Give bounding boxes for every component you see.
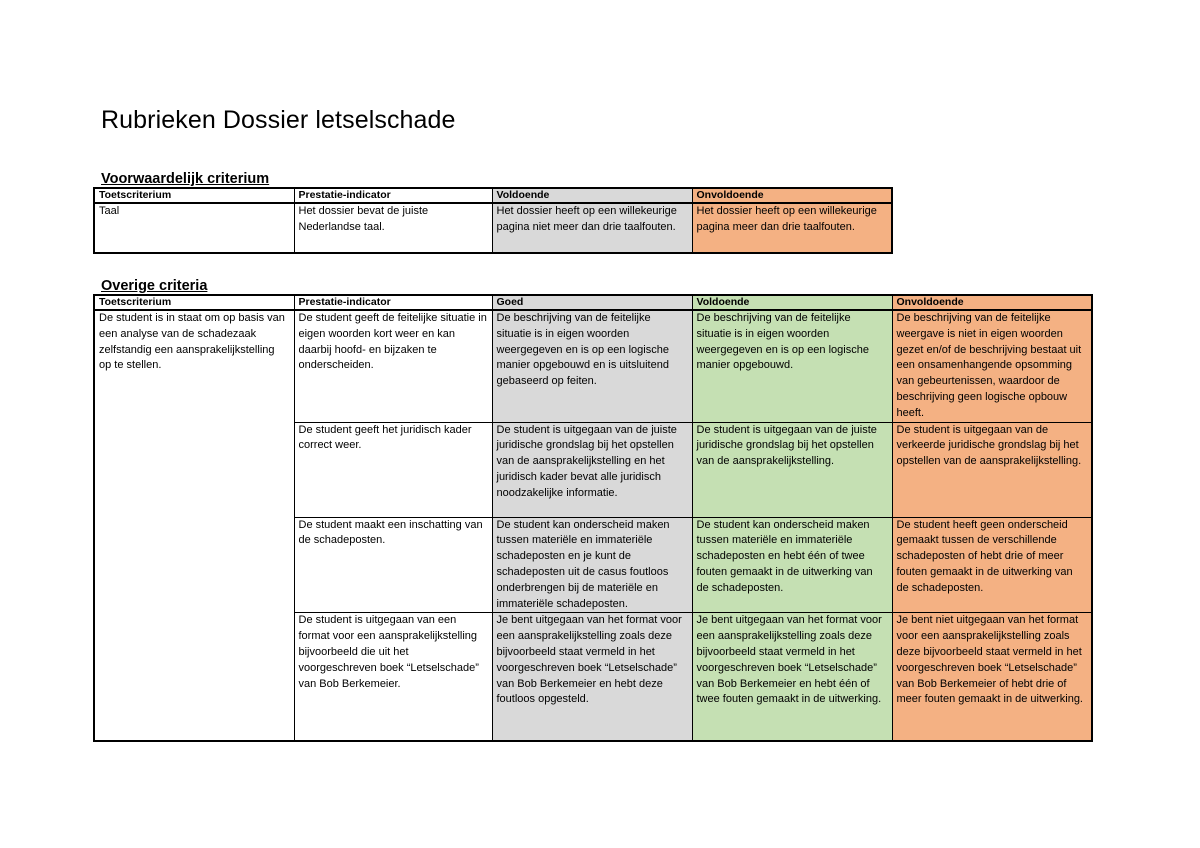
cell-goed: Je bent uitgegaan van het format voor een aansprakelijkstelling zoals deze bijvoorbeeld staat vermeld in het voorgeschreven boek “Letselschade” van Bob Berkemeier en hebt deze foutloos opgesteld. — [492, 613, 692, 741]
table-header-row — [94, 188, 892, 203]
cell-voldoende: Het dossier heeft op een willekeurige pagina niet meer dan drie taalfouten. — [492, 203, 692, 253]
header-prestatie-indicator: Prestatie-indicator — [294, 295, 492, 310]
cell-onvoldoende: Je bent niet uitgegaan van het format voor een aansprakelijkstelling zoals deze bijvoorbeeld staat vermeld in het voorgeschreven boek “Letselschade” van Bob Berkemeier of hebt drie of meer fouten gemaakt in de uitwerking. — [892, 613, 1092, 741]
section-title-overige: Overige criteria — [101, 278, 208, 294]
header-onvoldoende: Onvoldoende — [892, 295, 1092, 310]
cell-onvoldoende: De beschrijving van de feitelijke weergave is niet in eigen woorden gezet en/of de beschrijving bestaat uit een onsamenhangende opsomming van gebeurtenissen, waardoor de beschrijving geen logische opbouw heeft. — [892, 310, 1092, 422]
cell-voldoende: Je bent uitgegaan van het format voor een aansprakelijkstelling zoals deze bijvoorbeeld staat vermeld in het voorgeschreven boek “Letselschade” van Bob Berkemeier en hebt één of twee fouten gemaakt in de uitwerking. — [692, 613, 892, 741]
cell-onvoldoende: Het dossier heeft op een willekeurige pagina meer dan drie taalfouten. — [692, 203, 892, 253]
cell-criterium: Taal — [94, 203, 294, 253]
header-toetscriterium: Toetscriterium — [94, 295, 294, 310]
cell-voldoende: De beschrijving van de feitelijke situatie is in eigen woorden weergegeven en is op een logische manier opgebouwd. — [692, 310, 892, 422]
cell-onvoldoende: De student is uitgegaan van de verkeerde juridische grondslag bij het opstellen van de aansprakelijkstelling. — [892, 422, 1092, 517]
header-toetscriterium: Toetscriterium — [94, 188, 294, 203]
cell-criterium: De student is in staat om op basis van een analyse van de schadezaak zelfstandig een aansprakelijkstelling op te stellen. — [94, 310, 294, 741]
cell-indicator: De student geeft het juridisch kader correct weer. — [294, 422, 492, 517]
cell-voldoende: De student kan onderscheid maken tussen materiële en immateriële schadeposten en hebt één of twee fouten gemaakt in de uitwerking van de schadeposten. — [692, 517, 892, 613]
cell-indicator: De student is uitgegaan van een format voor een aansprakelijkstelling bijvoorbeeld die uit het voorgeschreven boek “Letselschade” van Bob Berkemeier. — [294, 613, 492, 741]
header-voldoende: Voldoende — [492, 188, 692, 203]
voorwaardelijk-criterium-table — [93, 187, 893, 254]
cell-indicator: De student geeft de feitelijke situatie in eigen woorden kort weer en kan daarbij hoofd- en bijzaken te onderscheiden. — [294, 310, 492, 422]
cell-indicator: Het dossier bevat de juiste Nederlandse taal. — [294, 203, 492, 253]
cell-onvoldoende: De student heeft geen onderscheid gemaakt tussen de verschillende schadeposten of hebt drie of meer fouten gemaakt in de uitwerking van de schadeposten. — [892, 517, 1092, 613]
header-voldoende: Voldoende — [692, 295, 892, 310]
cell-goed: De student kan onderscheid maken tussen materiële en immateriële schadeposten en je kunt de schadeposten uit de casus foutloos onderbrengen bij de materiële en immateriële schadeposten. — [492, 517, 692, 613]
cell-voldoende: De student is uitgegaan van de juiste juridische grondslag bij het opstellen van de aansprakelijkstelling. — [692, 422, 892, 517]
table-row — [94, 310, 1092, 422]
overige-criteria-table — [93, 294, 1093, 742]
cell-indicator: De student maakt een inschatting van de schadeposten. — [294, 517, 492, 613]
table-row — [94, 203, 892, 253]
cell-goed: De student is uitgegaan van de juiste juridische grondslag bij het opstellen van de aansprakelijkstelling en het juridisch kader bevat alle juridisch noodzakelijke informatie. — [492, 422, 692, 517]
header-prestatie-indicator: Prestatie-indicator — [294, 188, 492, 203]
section-title-voorwaardelijk: Voorwaardelijk criterium — [101, 171, 270, 187]
header-goed: Goed — [492, 295, 692, 310]
cell-goed: De beschrijving van de feitelijke situatie is in eigen woorden weergegeven en is op een logische manier opgebouwd en is uitsluitend gebaseerd op feiten. — [492, 310, 692, 422]
document-title: Rubrieken Dossier letselschade — [101, 106, 456, 134]
header-onvoldoende: Onvoldoende — [692, 188, 892, 203]
table-header-row — [94, 295, 1092, 310]
